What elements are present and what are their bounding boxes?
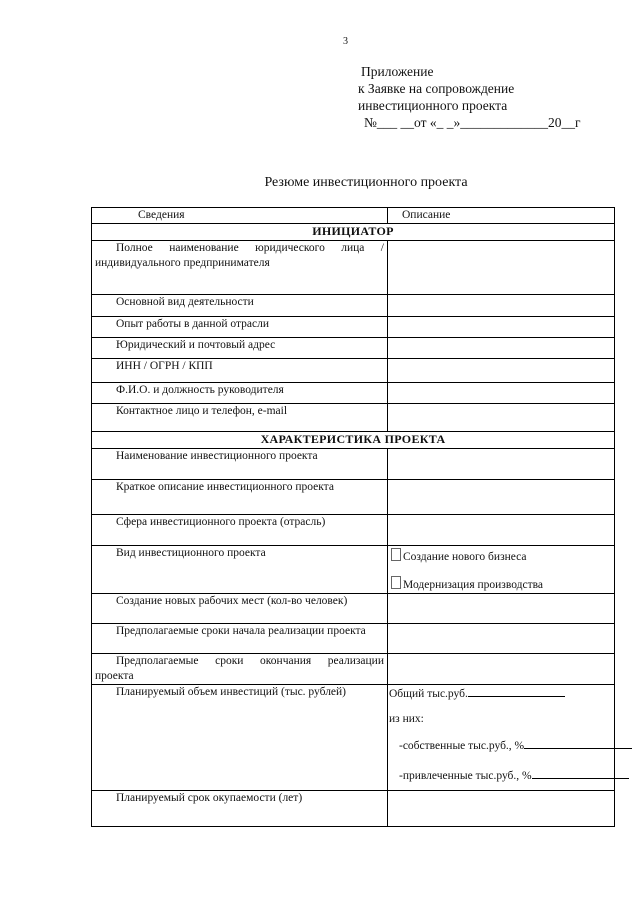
table-row — [92, 654, 615, 685]
investment-of-them-label: из них: — [389, 713, 424, 725]
table-header-row — [92, 208, 615, 224]
investment-attracted-label: -привлеченные тыс.руб., % — [399, 770, 532, 782]
investment-total-blank[interactable] — [468, 685, 565, 697]
table-row — [92, 359, 615, 383]
appendix-line-4: №___ __от «_ _»_____________20__г — [364, 115, 581, 130]
table-row — [92, 594, 615, 624]
row-value-ids[interactable] — [388, 359, 615, 383]
row-label-end-date: Предполагаемые сроки окончания реализации проекта — [92, 654, 388, 685]
section-row-project — [92, 432, 615, 449]
table-row — [92, 480, 615, 515]
checkbox-modernization[interactable] — [391, 576, 401, 589]
column-header-info: Сведения — [92, 208, 388, 224]
row-value-sphere[interactable] — [388, 515, 615, 546]
page-number: 3 — [343, 36, 348, 47]
investment-own-label: -собственные тыс.руб., % — [399, 740, 525, 752]
table-row — [92, 685, 615, 791]
row-value-investment — [388, 685, 615, 791]
row-value-address[interactable] — [388, 338, 615, 359]
investment-own[interactable] — [391, 737, 611, 754]
investment-own-blank[interactable] — [524, 737, 632, 749]
table-row — [92, 449, 615, 480]
row-value-jobs[interactable] — [388, 594, 615, 624]
option-modernization[interactable] — [391, 576, 611, 593]
section-row-initiator — [92, 224, 615, 241]
row-label-contact: Контактное лицо и телефон, e-mail — [92, 404, 388, 432]
row-value-project-name[interactable] — [388, 449, 615, 480]
appendix-line-1: Приложение — [361, 64, 434, 79]
table-row — [92, 404, 615, 432]
column-header-description: Описание — [388, 208, 615, 224]
row-label-address: Юридический и почтовый адрес — [92, 338, 388, 359]
resume-table — [91, 207, 615, 827]
table-row — [92, 317, 615, 338]
row-value-head[interactable] — [388, 383, 615, 404]
row-label-project-name: Наименование инвестиционного проекта — [92, 449, 388, 480]
table-row — [92, 624, 615, 654]
row-label-activity: Основной вид деятельности — [92, 295, 388, 317]
row-label-start-date: Предполагаемые сроки начала реализации проекта — [92, 624, 388, 654]
row-label-head: Ф.И.О. и должность руководителя — [92, 383, 388, 404]
table-row — [92, 241, 615, 295]
row-label-project-type: Вид инвестиционного проекта — [92, 546, 388, 594]
row-value-short-description[interactable] — [388, 480, 615, 515]
appendix-line-2: к Заявке на сопровождение — [358, 81, 515, 96]
row-label-short-description: Краткое описание инвестиционного проекта — [92, 480, 388, 515]
row-value-full-name[interactable] — [388, 241, 615, 295]
table-row — [92, 546, 615, 594]
table-row — [92, 338, 615, 359]
section-title-initiator: ИНИЦИАТОР — [92, 224, 615, 241]
investment-total[interactable] — [389, 685, 611, 702]
row-label-sphere: Сфера инвестиционного проекта (отрасль) — [92, 515, 388, 546]
section-title-project: ХАРАКТЕРИСТИКА ПРОЕКТА — [92, 432, 615, 449]
row-label-full-name: Полное наименование юридического лица / индивидуального предпринимателя — [92, 241, 388, 295]
table-row — [92, 295, 615, 317]
row-value-end-date[interactable] — [388, 654, 615, 685]
row-label-investment: Планируемый объем инвестиций (тыс. рублей) — [92, 685, 388, 791]
row-value-experience[interactable] — [388, 317, 615, 338]
table-row — [92, 791, 615, 827]
option-label-modernization: Модернизация производства — [403, 579, 543, 591]
row-label-payback: Планируемый срок окупаемости (лет) — [92, 791, 388, 827]
appendix-header — [358, 63, 581, 131]
option-new-business[interactable] — [391, 546, 611, 565]
appendix-line-3: инвестиционного проекта — [358, 98, 508, 113]
row-label-ids: ИНН / ОГРН / КПП — [92, 359, 388, 383]
table-row — [92, 383, 615, 404]
option-label-new-business: Создание нового бизнеса — [403, 551, 527, 563]
row-label-jobs: Создание новых рабочих мест (кол-во человек) — [92, 594, 388, 624]
row-label-experience: Опыт работы в данной отрасли — [92, 317, 388, 338]
investment-total-label: Общий тыс.руб. — [389, 688, 468, 700]
row-value-project-type — [388, 546, 615, 594]
row-value-start-date[interactable] — [388, 624, 615, 654]
row-value-activity[interactable] — [388, 295, 615, 317]
investment-attracted-blank[interactable] — [532, 767, 629, 779]
row-value-payback[interactable] — [388, 791, 615, 827]
investment-attracted[interactable] — [391, 767, 611, 784]
document-title: Резюме инвестиционного проекта — [264, 175, 468, 190]
checkbox-new-business[interactable] — [391, 548, 401, 561]
table-row — [92, 515, 615, 546]
row-value-contact[interactable] — [388, 404, 615, 432]
